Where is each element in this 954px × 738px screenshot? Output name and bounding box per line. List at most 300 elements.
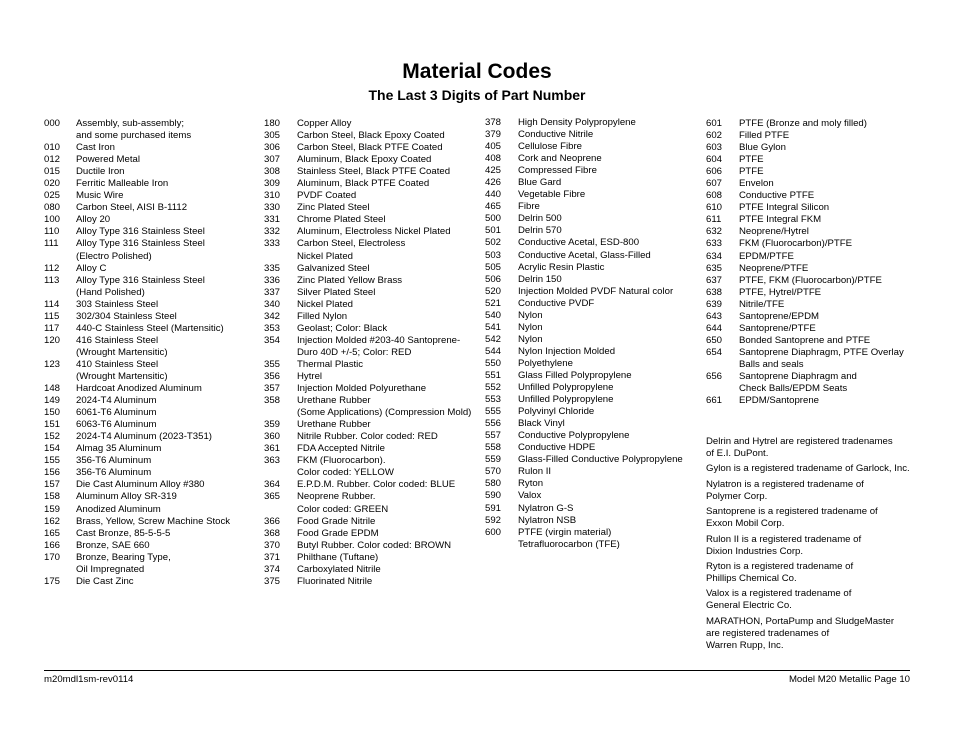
material-row (264, 178, 471, 190)
material-description (76, 178, 168, 190)
note-line: Dixion Industries Corp. (706, 545, 804, 557)
description-line: (Some Applications) (Compression Mold) (297, 407, 472, 419)
material-description (76, 190, 123, 202)
material-code: 500 (485, 213, 502, 225)
description-line: Rulon II (518, 466, 552, 478)
description-line: Balls and seals (739, 358, 804, 370)
description-line: Ductile Iron (76, 166, 125, 178)
description-line: Santoprene/EPDM (739, 310, 819, 322)
description-line: Assembly, sub-assembly; (76, 118, 185, 129)
material-row (485, 225, 683, 237)
material-row (44, 299, 230, 311)
material-code: 520 (485, 285, 502, 297)
description-line: Aluminum, Black Epoxy Coated (297, 154, 432, 166)
description-line: Conductive Polypropylene (518, 430, 630, 442)
description-line: Cellulose Fibre (518, 141, 582, 153)
material-row (44, 359, 230, 383)
description-line: PTFE Integral Silicon (739, 202, 830, 214)
note-line: Valox is a registered tradename of (706, 588, 852, 600)
material-code: 336 (264, 274, 281, 286)
description-line: Polyvinyl Chloride (518, 406, 595, 418)
material-row (44, 154, 230, 166)
material-code: 558 (485, 442, 502, 454)
description-line: Bronze, Bearing Type, (76, 551, 171, 563)
material-description (518, 177, 561, 189)
description-line: Silver Plated Steel (297, 286, 376, 298)
material-description (76, 299, 158, 311)
material-description (739, 323, 816, 335)
description-line: Unfilled Polypropylene (518, 382, 614, 394)
description-line: Galvanized Steel (297, 262, 370, 274)
material-code: 117 (44, 322, 60, 334)
description-line: Carboxylated Nitrile (297, 563, 381, 575)
note-line: MARATHON, PortaPump and SludgeMaster (706, 615, 895, 627)
description-line: (Electro Polished) (76, 250, 152, 262)
description-line: PTFE Integral FKM (739, 214, 822, 226)
material-code: 633 (706, 238, 723, 250)
material-code: 308 (264, 166, 281, 178)
material-description (297, 311, 347, 323)
description-line: Nickel Plated (297, 250, 353, 262)
material-code: 408 (485, 153, 502, 165)
material-code: 120 (44, 334, 61, 346)
material-description (518, 503, 573, 515)
description-line: Thermal Plastic (297, 358, 364, 370)
description-line: Polyethylene (518, 357, 573, 369)
description-line: Nylatron NSB (518, 514, 577, 526)
material-row (44, 275, 230, 299)
description-line: Neoprene Rubber. (297, 491, 376, 503)
material-description (76, 323, 224, 335)
description-line: Check Balls/EPDM Seats (739, 383, 848, 395)
material-row (485, 298, 683, 310)
material-code: 010 (44, 142, 61, 154)
material-code: 000 (44, 118, 61, 129)
material-code: 644 (706, 322, 723, 334)
description-line: Carbon Steel, AISI B-1112 (76, 202, 188, 214)
description-line: Blue Gard (518, 177, 562, 189)
material-row (44, 263, 230, 275)
material-row (485, 490, 683, 502)
material-row (485, 153, 683, 165)
material-row (44, 504, 230, 516)
material-code: 638 (706, 286, 723, 298)
material-description (518, 310, 543, 322)
material-code: 307 (264, 154, 281, 166)
material-row (706, 226, 904, 238)
tradename-note (706, 588, 910, 612)
material-code: 570 (485, 466, 502, 478)
material-row (485, 141, 683, 153)
description-line: 440-C Stainless Steel (Martensitic) (76, 322, 224, 334)
description-line: Nylatron G-S (518, 502, 574, 514)
material-row (264, 395, 471, 419)
material-code: 151 (44, 419, 61, 431)
material-row (44, 202, 230, 214)
material-code: 378 (485, 117, 502, 128)
material-code: 374 (264, 563, 281, 575)
material-code: 155 (44, 455, 61, 467)
description-line: FKM (Fluorocarbon)/PTFE (739, 238, 853, 250)
material-column-1 (44, 118, 230, 588)
material-code: 342 (264, 310, 281, 322)
description-line: Santoprene/PTFE (739, 322, 816, 334)
description-line: Oil Impregnated (76, 563, 145, 575)
material-description (518, 153, 602, 165)
material-description (739, 275, 882, 287)
description-line: 303 Stainless Steel (76, 298, 159, 310)
material-code: 158 (44, 491, 61, 503)
material-description (518, 454, 683, 466)
material-row (264, 491, 471, 515)
material-row (44, 407, 230, 419)
material-row (264, 540, 471, 552)
material-description (76, 226, 205, 238)
material-code: 650 (706, 334, 723, 346)
material-code: 375 (264, 575, 281, 587)
description-line: Filled PTFE (739, 130, 790, 142)
material-code: 333 (264, 238, 281, 250)
material-code: 465 (485, 201, 502, 213)
material-description (76, 202, 187, 214)
material-row (264, 130, 471, 142)
description-line: Valox (518, 490, 542, 502)
material-row (264, 516, 471, 528)
material-code: 305 (264, 130, 281, 142)
material-code: 604 (706, 154, 723, 166)
description-line: Chrome Plated Steel (297, 214, 386, 226)
material-code: 170 (44, 551, 61, 563)
description-line: Color coded: GREEN (297, 503, 389, 515)
material-description (76, 238, 205, 262)
description-line: Anodized Aluminum (76, 503, 161, 515)
material-code: 020 (44, 178, 61, 190)
material-code: 603 (706, 142, 723, 154)
description-line: Die Cast Aluminum Alloy #380 (76, 479, 205, 491)
description-line: Nitrile/TFE (739, 298, 785, 310)
material-code: 309 (264, 178, 281, 190)
material-row (264, 118, 471, 130)
material-code: 502 (485, 237, 502, 249)
material-description (76, 311, 177, 323)
material-code: 557 (485, 430, 502, 442)
description-line: Alloy Type 316 Stainless Steel (76, 226, 205, 238)
description-line: Conductive Nitrile (518, 129, 594, 141)
description-line: Die Cast Zinc (76, 575, 134, 587)
material-code: 365 (264, 491, 281, 503)
material-row (44, 479, 230, 491)
material-description (76, 576, 134, 588)
material-code: 635 (706, 262, 723, 274)
description-line: Tetrafluorocarbon (TFE) (518, 538, 620, 550)
material-description (297, 263, 370, 275)
description-line: Cork and Neoprene (518, 153, 602, 165)
material-description (76, 275, 205, 299)
material-code: 337 (264, 286, 281, 298)
description-line: 2024-T4 Aluminum (76, 395, 157, 407)
description-line: Alloy C (76, 262, 107, 274)
material-code: 154 (44, 443, 61, 455)
material-code: 551 (485, 369, 502, 381)
material-description (297, 238, 405, 262)
material-row (264, 154, 471, 166)
material-description (518, 250, 651, 262)
material-description (297, 130, 445, 142)
description-line: Stainless Steel, Black PTFE Coated (297, 166, 451, 178)
description-line: Hardcoat Anodized Aluminum (76, 383, 202, 395)
description-line: Filled Nylon (297, 310, 348, 322)
material-row (264, 443, 471, 455)
description-line: Compressed Fibre (518, 165, 597, 177)
material-code: 540 (485, 309, 502, 321)
description-line: Carbon Steel, Electroless (297, 238, 406, 250)
material-description (297, 142, 443, 154)
page-subtitle: The Last 3 Digits of Part Number (368, 87, 586, 103)
material-code: 355 (264, 358, 281, 370)
material-code: 358 (264, 395, 281, 407)
description-line: Color coded: YELLOW (297, 467, 394, 479)
description-line: Nylon (518, 309, 543, 321)
material-description (518, 515, 576, 527)
material-description (739, 118, 867, 130)
material-description (76, 479, 205, 491)
description-line: Alloy Type 316 Stainless Steel (76, 238, 205, 250)
material-code: 123 (44, 358, 61, 370)
material-description (518, 225, 562, 237)
material-code: 544 (485, 345, 502, 357)
material-description (297, 431, 438, 443)
material-code: 368 (264, 527, 281, 539)
material-description (518, 141, 582, 153)
material-code: 175 (44, 575, 61, 587)
material-row (706, 130, 904, 142)
material-description (76, 491, 177, 503)
material-row (485, 406, 683, 418)
material-code: 115 (44, 310, 60, 322)
material-code: 112 (44, 262, 60, 274)
material-description (739, 287, 821, 299)
material-description (297, 287, 375, 299)
description-line: Neoprene/PTFE (739, 262, 809, 274)
material-row (706, 371, 904, 395)
material-description (297, 335, 460, 359)
note-line: Exxon Mobil Corp. (706, 518, 785, 530)
description-line: FDA Accepted Nitrile (297, 443, 385, 455)
description-line: Injection Molded Polyurethane (297, 383, 427, 395)
material-code: 364 (264, 479, 281, 491)
material-row (485, 478, 683, 490)
material-description (297, 371, 322, 383)
material-row (264, 576, 471, 588)
material-description (739, 263, 808, 275)
description-line: E.P.D.M. Rubber. Color coded: BLUE (297, 479, 456, 491)
material-description (518, 165, 597, 177)
material-description (739, 154, 764, 166)
material-row (485, 274, 683, 286)
description-line: Conductive Acetal, Glass-Filled (518, 249, 651, 261)
material-description (739, 238, 852, 250)
description-line: PVDF Coated (297, 190, 357, 202)
page-number: Model M20 Metallic Page 10 (788, 674, 910, 685)
material-row (485, 213, 683, 225)
description-line: Powered Metal (76, 154, 140, 166)
note-line: Rulon II is a registered tradename of (706, 533, 862, 545)
description-line: 356-T6 Aluminum (76, 467, 152, 479)
material-row (264, 238, 471, 262)
material-row (485, 430, 683, 442)
material-code: 165 (44, 527, 61, 539)
description-line: Nylon (518, 333, 543, 345)
material-code: 340 (264, 298, 281, 310)
material-description (76, 395, 157, 407)
material-description (739, 311, 819, 323)
description-line: Urethane Rubber (297, 395, 371, 407)
material-code: 331 (264, 214, 281, 226)
material-row (44, 178, 230, 190)
description-line: 2024-T4 Aluminum (2023-T351) (76, 431, 212, 443)
material-row (485, 503, 683, 515)
description-line: 302/304 Stainless Steel (76, 310, 177, 322)
description-line: Injection Molded PVDF Natural color (518, 285, 674, 297)
material-code: 306 (264, 142, 281, 154)
material-description (518, 129, 593, 141)
material-code: 608 (706, 190, 723, 202)
material-code: 592 (485, 514, 502, 526)
material-row (485, 527, 683, 551)
material-description (518, 262, 604, 274)
description-line: Glass Filled Polypropylene (518, 369, 632, 381)
material-code: 506 (485, 273, 502, 285)
description-line: Delrin 150 (518, 273, 562, 285)
material-description (297, 190, 356, 202)
material-description (297, 202, 370, 214)
material-code: 025 (44, 190, 61, 202)
description-line: (Wrought Martensitic) (76, 370, 168, 382)
description-line: Fibre (518, 201, 540, 213)
material-row (44, 455, 230, 467)
material-description (297, 166, 450, 178)
material-code: 555 (485, 406, 502, 418)
material-description (739, 335, 870, 347)
material-description (76, 383, 202, 395)
material-row (485, 370, 683, 382)
material-row (44, 552, 230, 576)
description-line: PTFE, Hytrel/PTFE (739, 286, 822, 298)
material-description (518, 430, 629, 442)
material-description (739, 251, 794, 263)
material-column-2 (264, 118, 471, 588)
material-row (264, 311, 471, 323)
material-description (76, 431, 212, 443)
material-description (518, 201, 540, 213)
material-description (518, 358, 573, 370)
material-row (44, 166, 230, 178)
material-row (485, 515, 683, 527)
material-code: 632 (706, 226, 723, 238)
description-line: Acrylic Resin Plastic (518, 261, 605, 273)
description-line: Philthane (Tuftane) (297, 551, 379, 563)
description-line: Ryton (518, 478, 544, 490)
material-code: 080 (44, 202, 61, 214)
description-line: Urethane Rubber (297, 419, 371, 431)
material-code: 353 (264, 322, 281, 334)
description-line: Blue Gylon (739, 142, 786, 154)
material-description (297, 359, 363, 371)
material-row (485, 442, 683, 454)
material-row (44, 323, 230, 335)
material-row (485, 310, 683, 322)
description-line: Conductive PTFE (739, 190, 815, 202)
material-row (706, 190, 904, 202)
material-row (44, 395, 230, 407)
material-row (485, 346, 683, 358)
material-code: 634 (706, 250, 723, 262)
material-code: 654 (706, 346, 723, 358)
material-code: 371 (264, 551, 281, 563)
material-row (44, 118, 230, 142)
description-line: 356-T6 Aluminum (76, 455, 152, 467)
tradename-note (706, 561, 910, 585)
material-row (485, 334, 683, 346)
description-line: Carbon Steel, Black Epoxy Coated (297, 130, 445, 142)
material-code: 541 (485, 321, 502, 333)
material-row (44, 443, 230, 455)
material-row (264, 371, 471, 383)
material-description (297, 154, 431, 166)
material-description (739, 395, 819, 407)
description-line: Aluminum, Black PTFE Coated (297, 178, 430, 190)
tradename-note (706, 463, 910, 475)
material-code: 580 (485, 478, 502, 490)
material-row (485, 382, 683, 394)
material-row (264, 275, 471, 287)
material-description (76, 443, 161, 455)
material-row (264, 214, 471, 226)
description-line: Copper Alloy (297, 118, 352, 129)
material-description (739, 214, 821, 226)
material-row (485, 262, 683, 274)
material-row (264, 142, 471, 154)
material-code: 149 (44, 395, 61, 407)
material-row (44, 238, 230, 262)
material-row (264, 528, 471, 540)
description-line: High Density Polypropylene (518, 117, 636, 128)
material-description (518, 406, 594, 418)
description-line: Duro 40D +/-5; Color: RED (297, 346, 412, 358)
material-row (264, 479, 471, 491)
description-line: Almag 35 Aluminum (76, 443, 162, 455)
description-line: Butyl Rubber. Color coded: BROWN (297, 539, 452, 551)
material-row (706, 142, 904, 154)
material-description (76, 528, 170, 540)
description-line: PTFE (739, 166, 764, 178)
material-description (739, 371, 857, 395)
description-line: Cast Iron (76, 142, 115, 154)
material-code: 639 (706, 298, 723, 310)
material-description (518, 189, 585, 201)
material-code: 332 (264, 226, 281, 238)
description-line: Alloy 20 (76, 214, 111, 226)
material-row (485, 454, 683, 466)
material-code: 363 (264, 455, 281, 467)
material-description (297, 528, 379, 540)
description-line: (Hand Polished) (76, 286, 145, 298)
material-code: 310 (264, 190, 281, 202)
material-row (706, 202, 904, 214)
material-code: 405 (485, 141, 502, 153)
material-code: 162 (44, 515, 61, 527)
description-line: Conductive HDPE (518, 442, 596, 454)
